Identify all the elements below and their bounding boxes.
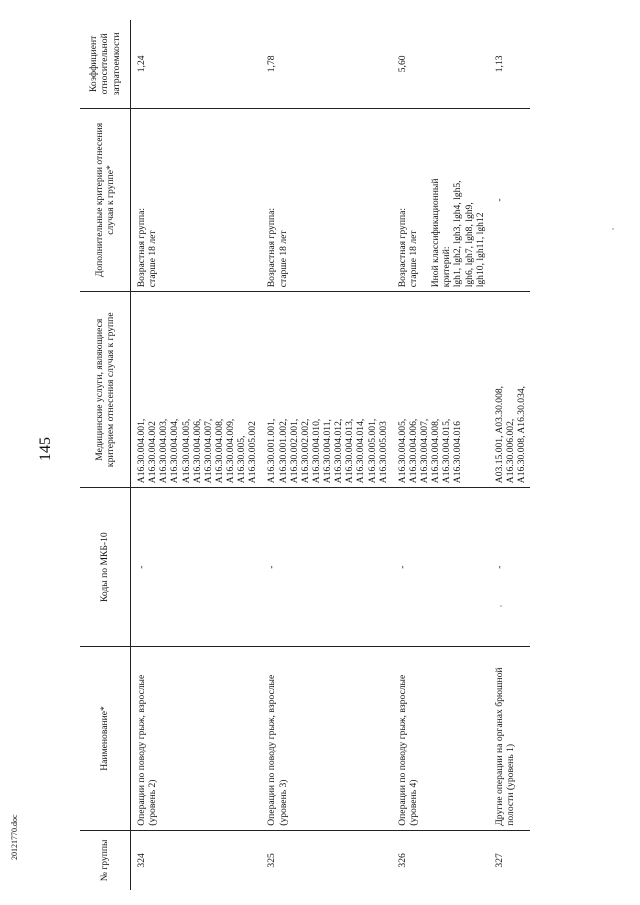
mkb-codes: -	[131, 488, 262, 647]
cost-coefficient: 1,24	[131, 20, 262, 108]
group-number: 325	[266, 853, 278, 868]
service-code: A16.30.004.008,	[430, 418, 442, 484]
service-code: A16.30.002.001,	[288, 418, 300, 484]
page-number: 145	[37, 437, 54, 461]
criteria-line: Возрастная группа:	[396, 207, 408, 288]
service-code: A16.30.005.003	[377, 421, 389, 484]
criteria-line: Иной классификационный	[430, 178, 442, 288]
criteria-line: старше 18 лет	[407, 230, 419, 288]
table-row	[261, 20, 391, 890]
service-code: A16.30.004.015,	[441, 418, 453, 484]
service-code: A16.30.004.012,	[333, 418, 345, 484]
service-code: A16.30.004.003,	[158, 418, 170, 484]
service-code: A16.30.004.005,	[396, 418, 408, 484]
header-services: Медицинские услуги, являющиеся критерием отнесения случая к группе	[80, 292, 131, 488]
criteria-line: старше 18 лет	[277, 230, 289, 288]
mkb-codes: -	[392, 488, 489, 647]
service-code: A16.30.004.011,	[322, 419, 333, 484]
criteria-line: старше 18 лет	[147, 230, 159, 288]
mkb-codes: -	[489, 488, 530, 647]
service-code: A16.30.005.001,	[366, 418, 378, 484]
criteria-line: lgh10, lgh11, lgh12	[474, 212, 486, 288]
service-code: A16.30.004.005,	[180, 418, 192, 484]
service-code: A16.30.004.016	[452, 421, 464, 484]
service-code: A16.30.004.006,	[407, 418, 419, 484]
scan-speck	[500, 605, 502, 607]
header-extra: Дополнительные критерии отнесения случая к группе*	[80, 108, 131, 292]
service-code: A16.30.004.007,	[202, 418, 214, 484]
service-code: A16.30.002.002,	[299, 418, 311, 484]
group-name: Операции по поводу грыж, взрослые (уровень 4)	[392, 647, 489, 831]
group-number: 327	[493, 853, 505, 868]
criteria-line: -	[493, 198, 505, 202]
header-mkb: Коды по МКБ-10	[80, 488, 131, 647]
mkb-codes: -	[261, 488, 391, 647]
services-list	[489, 292, 530, 488]
service-code: A16.30.004.001,	[136, 418, 147, 484]
cost-coefficient: 5,60	[392, 20, 489, 108]
service-code: A16.30.001.001,	[266, 418, 278, 484]
criteria-line: lgh6, lgh7, lgh8, lgh9,	[463, 202, 475, 288]
service-code: A16.30.004.007,	[419, 418, 430, 484]
extra-criteria	[261, 108, 391, 292]
extra-criteria	[489, 108, 530, 292]
service-code: A16.30.004.014,	[355, 418, 367, 484]
group-name: Операции по поводу грыж, взрослые (уровень 2)	[131, 647, 262, 831]
group-name: Другие операции на органах брюшной полости (уровень 1)	[489, 647, 530, 831]
criteria-line: Возрастная группа:	[266, 207, 278, 288]
service-code: A16.30.006.002,	[504, 418, 516, 484]
table-row	[489, 20, 530, 890]
cost-coefficient: 1,78	[261, 20, 391, 108]
service-code: A16.30.004.006,	[191, 418, 203, 484]
service-code: A16.30.004.010,	[310, 418, 322, 484]
service-code: A16.30.005.002	[247, 421, 259, 484]
cost-coefficient: 1,13	[489, 20, 530, 108]
criteria-line: Возрастная группа:	[136, 207, 147, 288]
table-row	[131, 20, 262, 890]
footer-filename: 20121770.doc	[10, 814, 19, 860]
criteria-line	[419, 113, 430, 288]
services-list	[392, 292, 489, 488]
services-list	[131, 292, 262, 488]
service-code: A16.30.008, A16.30.034,	[516, 385, 527, 484]
extra-criteria	[392, 108, 489, 292]
document-table-rotated	[80, 20, 640, 890]
service-code: A16.30.004.008,	[213, 418, 225, 484]
service-code: A16.30.004.009,	[225, 418, 236, 484]
table-row	[392, 20, 489, 890]
header-name: Наименование*	[80, 647, 131, 831]
group-number: 324	[136, 853, 147, 868]
services-list	[261, 292, 391, 488]
table-body	[131, 20, 531, 890]
group-number: 326	[396, 853, 408, 868]
extra-criteria	[131, 108, 262, 292]
header-coef: Коэффициент относительной затратоемкости	[80, 20, 131, 108]
service-code: A16.30.004.002	[147, 421, 159, 484]
service-code: A16.30.001.002,	[277, 418, 289, 484]
group-name: Операции по поводу грыж, взрослые (уровень 3)	[261, 647, 391, 831]
header-num: № группы	[80, 830, 131, 890]
table-header-row	[80, 20, 131, 890]
criteria-line: критерий:	[441, 246, 453, 288]
service-code: A03.15.001, A03.30.008,	[493, 385, 505, 484]
service-code: A16.30.004.013,	[344, 418, 356, 484]
service-code: A16.30.005,	[236, 435, 248, 484]
ksg-table	[80, 20, 530, 890]
scan-speck	[612, 228, 614, 230]
service-code: A16.30.004.004,	[169, 418, 181, 484]
criteria-line: lgh1, lgh2, lgh3, lgh4, lgh5,	[452, 180, 464, 288]
